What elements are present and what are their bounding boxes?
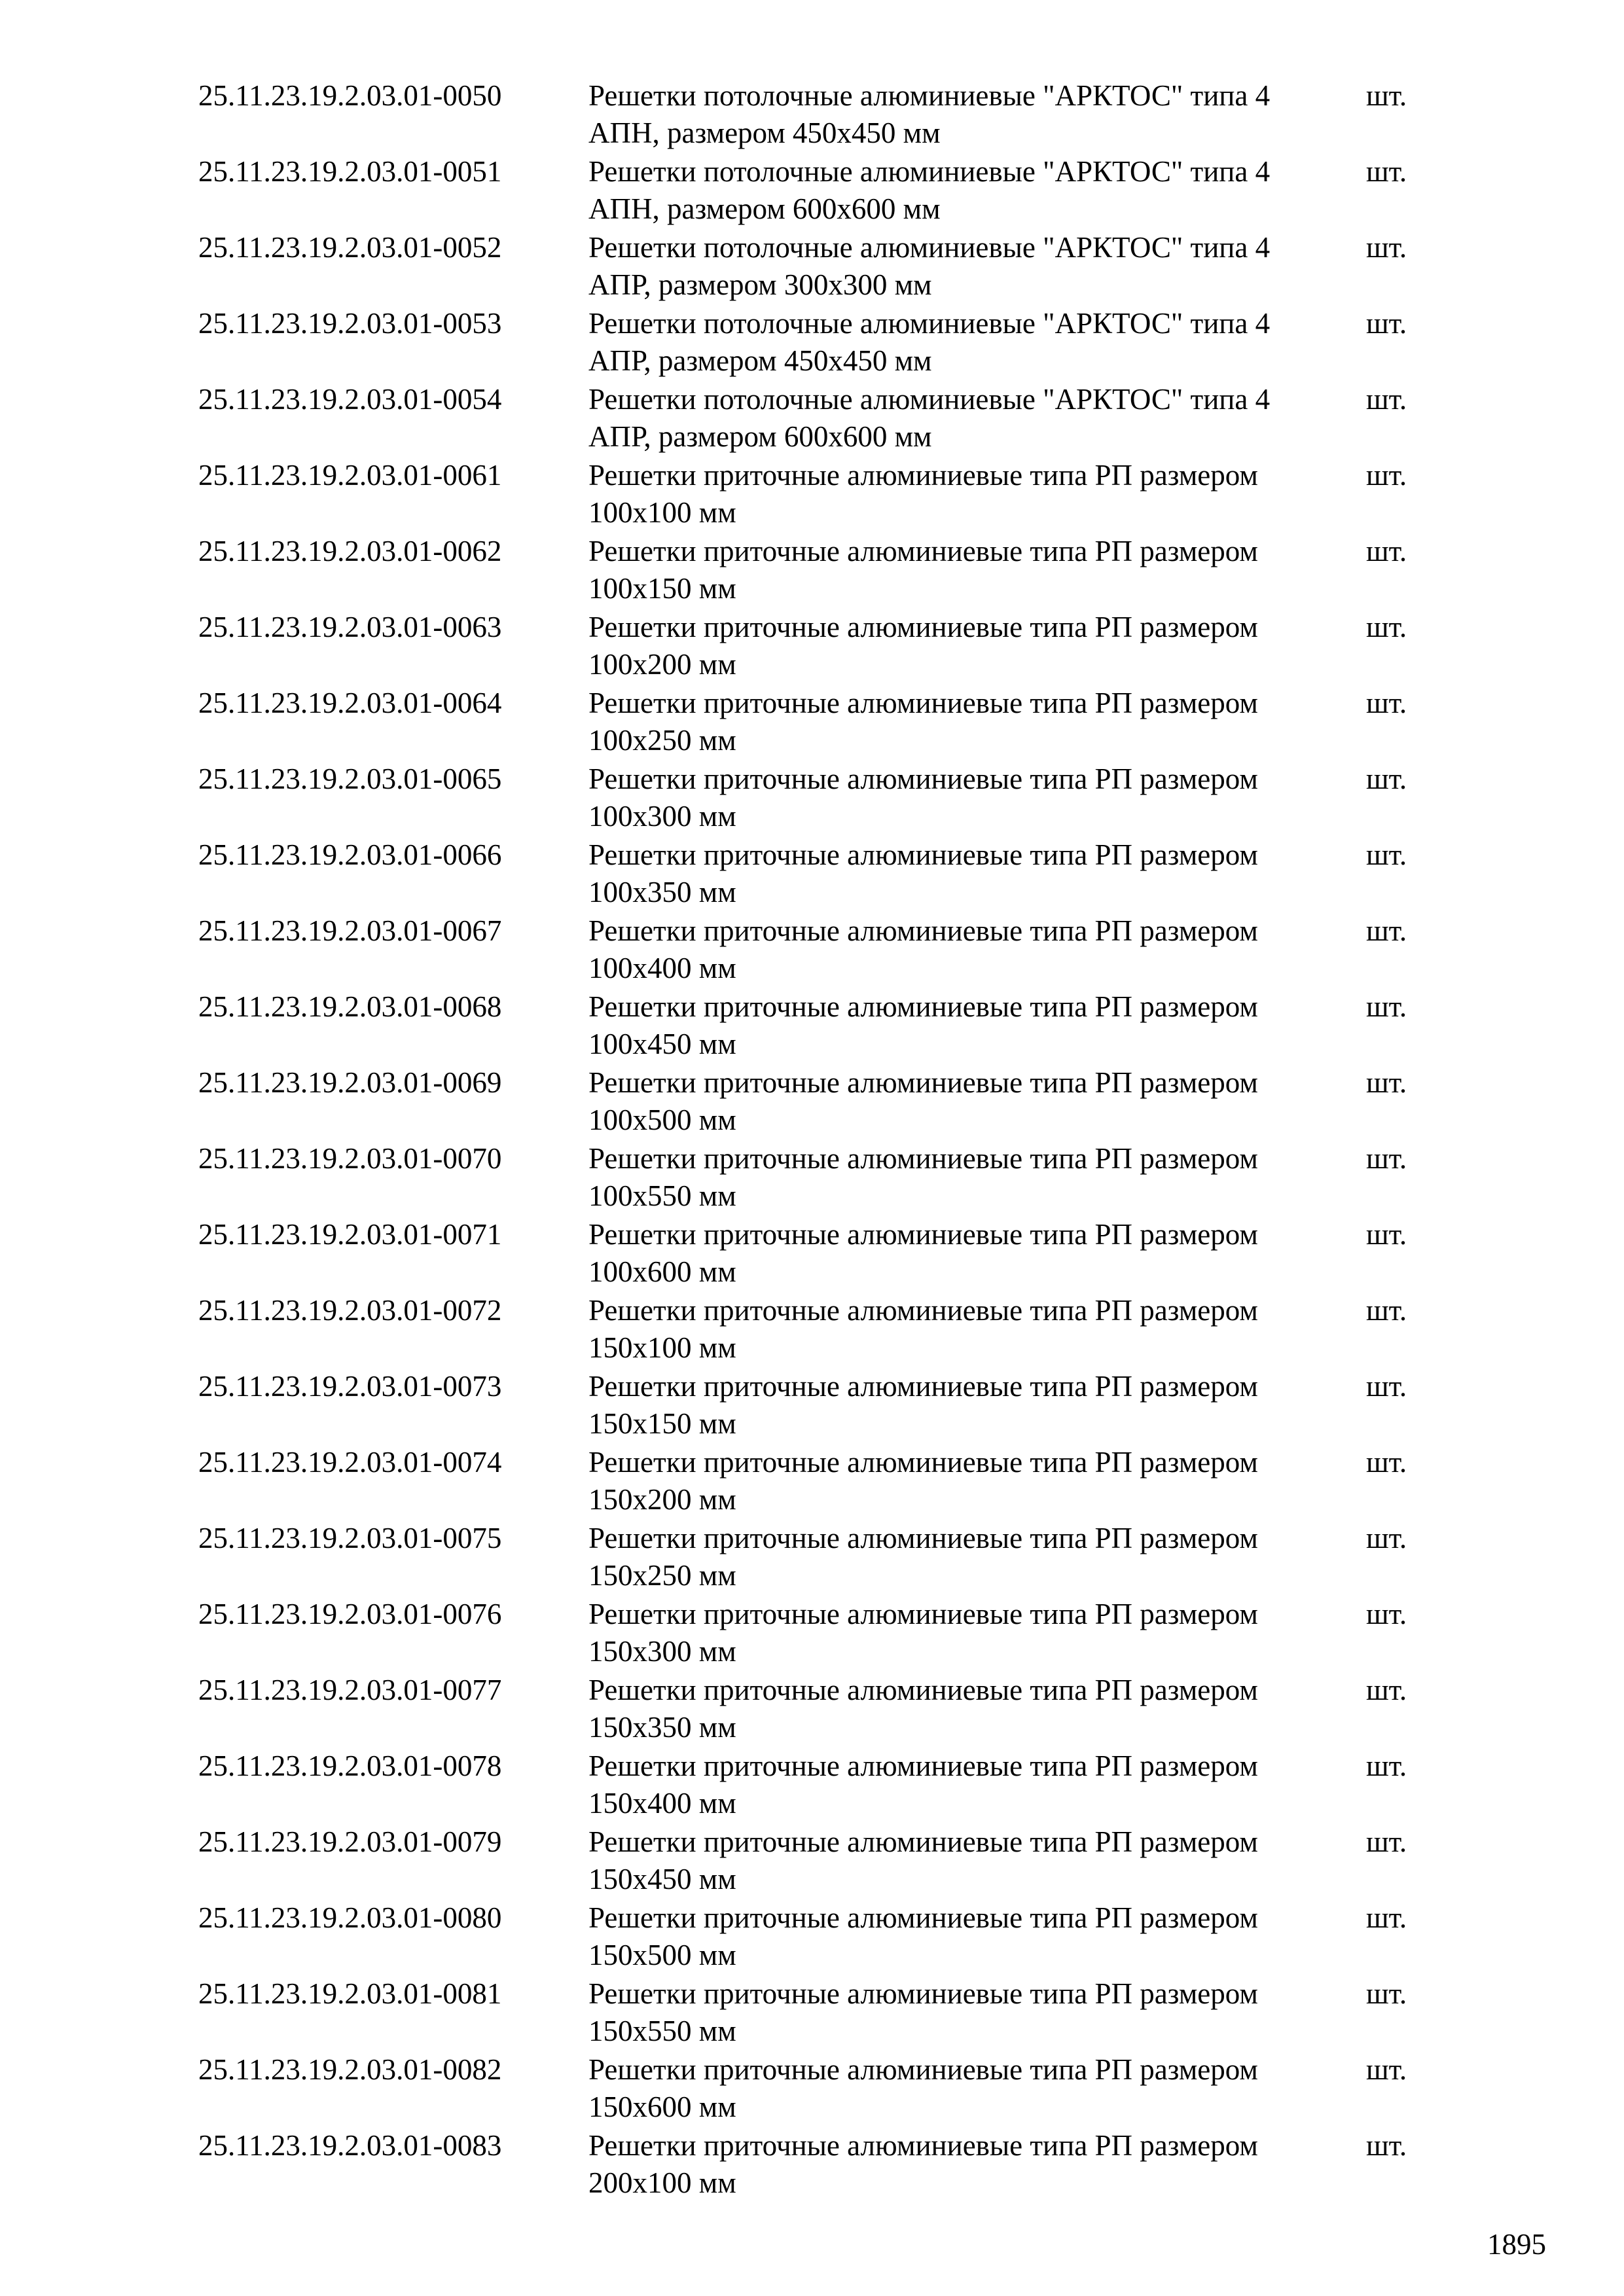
item-description-line: 100х350 мм bbox=[588, 876, 736, 908]
list-item bbox=[198, 1748, 1442, 1823]
item-description-line: 150х500 мм bbox=[588, 1939, 736, 1971]
item-description-line: Решетки приточные алюминиевые типа РП размером bbox=[588, 1370, 1258, 1403]
item-description bbox=[588, 2127, 1354, 2202]
item-code: 25.11.23.19.2.03.01-0075 bbox=[198, 1522, 502, 1554]
item-description-line: 100х500 мм bbox=[588, 1103, 736, 1136]
item-description bbox=[588, 1216, 1354, 1291]
item-description bbox=[588, 229, 1354, 304]
list-item bbox=[198, 836, 1442, 912]
page-number: 1895 bbox=[1487, 2228, 1546, 2261]
item-description-line: 150х400 мм bbox=[588, 1787, 736, 1820]
item-description bbox=[588, 836, 1354, 911]
item-unit: шт. bbox=[1366, 762, 1407, 795]
list-item bbox=[198, 912, 1442, 988]
item-description-line: Решетки приточные алюминиевые типа РП размером bbox=[588, 990, 1258, 1023]
item-description-line: 150х250 мм bbox=[588, 1559, 736, 1592]
item-unit: шт. bbox=[1366, 231, 1407, 264]
item-description-line: АПН, размером 600х600 мм bbox=[588, 192, 941, 225]
item-description-line: Решетки приточные алюминиевые типа РП размером bbox=[588, 1977, 1258, 2010]
item-code: 25.11.23.19.2.03.01-0066 bbox=[198, 838, 502, 871]
item-description bbox=[588, 153, 1354, 228]
item-description-line: АПР, размером 450х450 мм bbox=[588, 344, 932, 377]
item-unit: шт. bbox=[1366, 1294, 1407, 1327]
item-unit: шт. bbox=[1366, 1370, 1407, 1403]
item-description-line: Решетки потолочные алюминиевые "АРКТОС" типа 4 bbox=[588, 307, 1271, 340]
item-code: 25.11.23.19.2.03.01-0080 bbox=[198, 1901, 502, 1934]
item-code: 25.11.23.19.2.03.01-0079 bbox=[198, 1825, 502, 1858]
item-description-line: 100х600 мм bbox=[588, 1255, 736, 1288]
item-code: 25.11.23.19.2.03.01-0077 bbox=[198, 1674, 502, 1706]
item-description bbox=[588, 761, 1354, 835]
item-code: 25.11.23.19.2.03.01-0074 bbox=[198, 1446, 502, 1479]
item-unit: шт. bbox=[1366, 307, 1407, 340]
item-description-line: Решетки приточные алюминиевые типа РП размером bbox=[588, 1294, 1258, 1327]
item-code: 25.11.23.19.2.03.01-0071 bbox=[198, 1218, 502, 1251]
item-unit: шт. bbox=[1366, 1142, 1407, 1175]
item-description bbox=[588, 1520, 1354, 1594]
list-item bbox=[198, 1368, 1442, 1444]
item-description-line: Решетки приточные алюминиевые типа РП размером bbox=[588, 1142, 1258, 1175]
item-unit: шт. bbox=[1366, 1901, 1407, 1934]
item-description-line: Решетки приточные алюминиевые типа РП размером bbox=[588, 1598, 1258, 1630]
item-description-line: Решетки приточные алюминиевые типа РП размером bbox=[588, 1674, 1258, 1706]
item-unit: шт. bbox=[1366, 1825, 1407, 1858]
item-description bbox=[588, 1368, 1354, 1443]
list-item bbox=[198, 1216, 1442, 1292]
list-item bbox=[198, 1292, 1442, 1368]
list-item bbox=[198, 1520, 1442, 1596]
list-item bbox=[198, 229, 1442, 305]
item-code: 25.11.23.19.2.03.01-0051 bbox=[198, 155, 502, 188]
item-code: 25.11.23.19.2.03.01-0065 bbox=[198, 762, 502, 795]
item-description bbox=[588, 1899, 1354, 1974]
item-description-line: Решетки приточные алюминиевые типа РП размером bbox=[588, 687, 1258, 719]
item-unit: шт. bbox=[1366, 459, 1407, 492]
item-description-line: АПР, размером 600х600 мм bbox=[588, 420, 932, 453]
item-description-line: 100х100 мм bbox=[588, 496, 736, 529]
item-code: 25.11.23.19.2.03.01-0062 bbox=[198, 535, 502, 567]
item-description-line: Решетки потолочные алюминиевые "АРКТОС" типа 4 bbox=[588, 79, 1271, 112]
item-description-line: Решетки приточные алюминиевые типа РП размером bbox=[588, 1218, 1258, 1251]
list-item bbox=[198, 153, 1442, 229]
item-description-line: Решетки приточные алюминиевые типа РП размером bbox=[588, 2129, 1258, 2162]
item-description bbox=[588, 1596, 1354, 1670]
item-description bbox=[588, 1444, 1354, 1518]
item-description-line: 100х450 мм bbox=[588, 1028, 736, 1060]
list-item bbox=[198, 1899, 1442, 1975]
item-unit: шт. bbox=[1366, 2053, 1407, 2086]
item-description-line: 150х350 мм bbox=[588, 1711, 736, 1744]
item-unit: шт. bbox=[1366, 687, 1407, 719]
item-unit: шт. bbox=[1366, 1598, 1407, 1630]
item-description-line: Решетки приточные алюминиевые типа РП размером bbox=[588, 1522, 1258, 1554]
item-description bbox=[588, 1672, 1354, 1746]
item-description-line: Решетки потолочные алюминиевые "АРКТОС" типа 4 bbox=[588, 231, 1271, 264]
item-description bbox=[588, 533, 1354, 607]
item-description bbox=[588, 1975, 1354, 2050]
item-code: 25.11.23.19.2.03.01-0070 bbox=[198, 1142, 502, 1175]
item-unit: шт. bbox=[1366, 535, 1407, 567]
list-item bbox=[198, 609, 1442, 685]
item-description-line: 150х600 мм bbox=[588, 2090, 736, 2123]
item-code: 25.11.23.19.2.03.01-0050 bbox=[198, 79, 502, 112]
item-description bbox=[588, 912, 1354, 987]
item-description bbox=[588, 2051, 1354, 2126]
item-unit: шт. bbox=[1366, 838, 1407, 871]
item-description-line: 150х450 мм bbox=[588, 1863, 736, 1895]
list-item bbox=[198, 381, 1442, 457]
item-description-line: АПР, размером 300х300 мм bbox=[588, 268, 932, 301]
item-code: 25.11.23.19.2.03.01-0064 bbox=[198, 687, 502, 719]
item-description-line: 150х550 мм bbox=[588, 2015, 736, 2047]
item-description-line: Решетки потолочные алюминиевые "АРКТОС" типа 4 bbox=[588, 155, 1271, 188]
item-description-line: 150х200 мм bbox=[588, 1483, 736, 1516]
list-item bbox=[198, 1064, 1442, 1140]
item-description bbox=[588, 381, 1354, 456]
item-code: 25.11.23.19.2.03.01-0072 bbox=[198, 1294, 502, 1327]
item-description-line: Решетки приточные алюминиевые типа РП размером bbox=[588, 838, 1258, 871]
item-unit: шт. bbox=[1366, 611, 1407, 643]
item-code: 25.11.23.19.2.03.01-0052 bbox=[198, 231, 502, 264]
item-unit: шт. bbox=[1366, 1446, 1407, 1479]
list-item bbox=[198, 77, 1442, 153]
item-description bbox=[588, 1292, 1354, 1367]
item-description-line: Решетки приточные алюминиевые типа РП размером bbox=[588, 1749, 1258, 1782]
item-unit: шт. bbox=[1366, 1522, 1407, 1554]
item-description-line: Решетки приточные алюминиевые типа РП размером bbox=[588, 459, 1258, 492]
item-description bbox=[588, 77, 1354, 152]
item-unit: шт. bbox=[1366, 990, 1407, 1023]
item-description bbox=[588, 988, 1354, 1063]
item-description-line: Решетки приточные алюминиевые типа РП размером bbox=[588, 2053, 1258, 2086]
item-code: 25.11.23.19.2.03.01-0078 bbox=[198, 1749, 502, 1782]
item-description bbox=[588, 305, 1354, 380]
item-code: 25.11.23.19.2.03.01-0063 bbox=[198, 611, 502, 643]
list-item bbox=[198, 685, 1442, 761]
item-unit: шт. bbox=[1366, 1749, 1407, 1782]
item-code: 25.11.23.19.2.03.01-0082 bbox=[198, 2053, 502, 2086]
list-item bbox=[198, 305, 1442, 381]
item-description-line: 100х150 мм bbox=[588, 572, 736, 605]
item-unit: шт. bbox=[1366, 1977, 1407, 2010]
item-description-line: 100х250 мм bbox=[588, 724, 736, 757]
item-description-line: Решетки приточные алюминиевые типа РП размером bbox=[588, 611, 1258, 643]
list-item bbox=[198, 1672, 1442, 1748]
item-description bbox=[588, 1064, 1354, 1139]
item-unit: шт. bbox=[1366, 383, 1407, 416]
list-item bbox=[198, 533, 1442, 609]
item-description-line: Решетки потолочные алюминиевые "АРКТОС" типа 4 bbox=[588, 383, 1271, 416]
item-description-line: АПН, размером 450х450 мм bbox=[588, 117, 941, 149]
item-unit: шт. bbox=[1366, 155, 1407, 188]
item-description-line: 100х400 мм bbox=[588, 952, 736, 984]
price-item-list bbox=[198, 77, 1442, 2203]
item-description-line: 150х150 мм bbox=[588, 1407, 736, 1440]
item-code: 25.11.23.19.2.03.01-0068 bbox=[198, 990, 502, 1023]
item-code: 25.11.23.19.2.03.01-0067 bbox=[198, 914, 502, 947]
item-description-line: Решетки приточные алюминиевые типа РП размером bbox=[588, 1825, 1258, 1858]
item-unit: шт. bbox=[1366, 1066, 1407, 1099]
list-item bbox=[198, 1140, 1442, 1216]
item-code: 25.11.23.19.2.03.01-0083 bbox=[198, 2129, 502, 2162]
item-description-line: Решетки приточные алюминиевые типа РП размером bbox=[588, 762, 1258, 795]
item-description bbox=[588, 1140, 1354, 1215]
item-description-line: Решетки приточные алюминиевые типа РП размером bbox=[588, 1901, 1258, 1934]
list-item bbox=[198, 2127, 1442, 2203]
list-item bbox=[198, 761, 1442, 836]
list-item bbox=[198, 1823, 1442, 1899]
item-description-line: 100х300 мм bbox=[588, 800, 736, 833]
list-item bbox=[198, 457, 1442, 533]
item-code: 25.11.23.19.2.03.01-0073 bbox=[198, 1370, 502, 1403]
list-item bbox=[198, 1596, 1442, 1672]
item-code: 25.11.23.19.2.03.01-0076 bbox=[198, 1598, 502, 1630]
item-code: 25.11.23.19.2.03.01-0081 bbox=[198, 1977, 502, 2010]
item-description bbox=[588, 685, 1354, 759]
item-description-line: Решетки приточные алюминиевые типа РП размером bbox=[588, 535, 1258, 567]
item-description-line: Решетки приточные алюминиевые типа РП размером bbox=[588, 914, 1258, 947]
item-description bbox=[588, 457, 1354, 531]
item-code: 25.11.23.19.2.03.01-0069 bbox=[198, 1066, 502, 1099]
item-description-line: 150х100 мм bbox=[588, 1331, 736, 1364]
item-description-line: 200х100 мм bbox=[588, 2166, 736, 2199]
list-item bbox=[198, 988, 1442, 1064]
item-description bbox=[588, 1748, 1354, 1822]
item-unit: шт. bbox=[1366, 2129, 1407, 2162]
item-description-line: 150х300 мм bbox=[588, 1635, 736, 1668]
list-item bbox=[198, 2051, 1442, 2127]
item-description bbox=[588, 609, 1354, 683]
item-unit: шт. bbox=[1366, 79, 1407, 112]
item-code: 25.11.23.19.2.03.01-0054 bbox=[198, 383, 502, 416]
item-description-line: Решетки приточные алюминиевые типа РП размером bbox=[588, 1446, 1258, 1479]
item-description bbox=[588, 1823, 1354, 1898]
item-description-line: 100х550 мм bbox=[588, 1179, 736, 1212]
item-code: 25.11.23.19.2.03.01-0061 bbox=[198, 459, 502, 492]
item-description-line: Решетки приточные алюминиевые типа РП размером bbox=[588, 1066, 1258, 1099]
list-item bbox=[198, 1444, 1442, 1520]
item-unit: шт. bbox=[1366, 1218, 1407, 1251]
item-unit: шт. bbox=[1366, 914, 1407, 947]
item-unit: шт. bbox=[1366, 1674, 1407, 1706]
item-code: 25.11.23.19.2.03.01-0053 bbox=[198, 307, 502, 340]
list-item bbox=[198, 1975, 1442, 2051]
item-description-line: 100х200 мм bbox=[588, 648, 736, 681]
